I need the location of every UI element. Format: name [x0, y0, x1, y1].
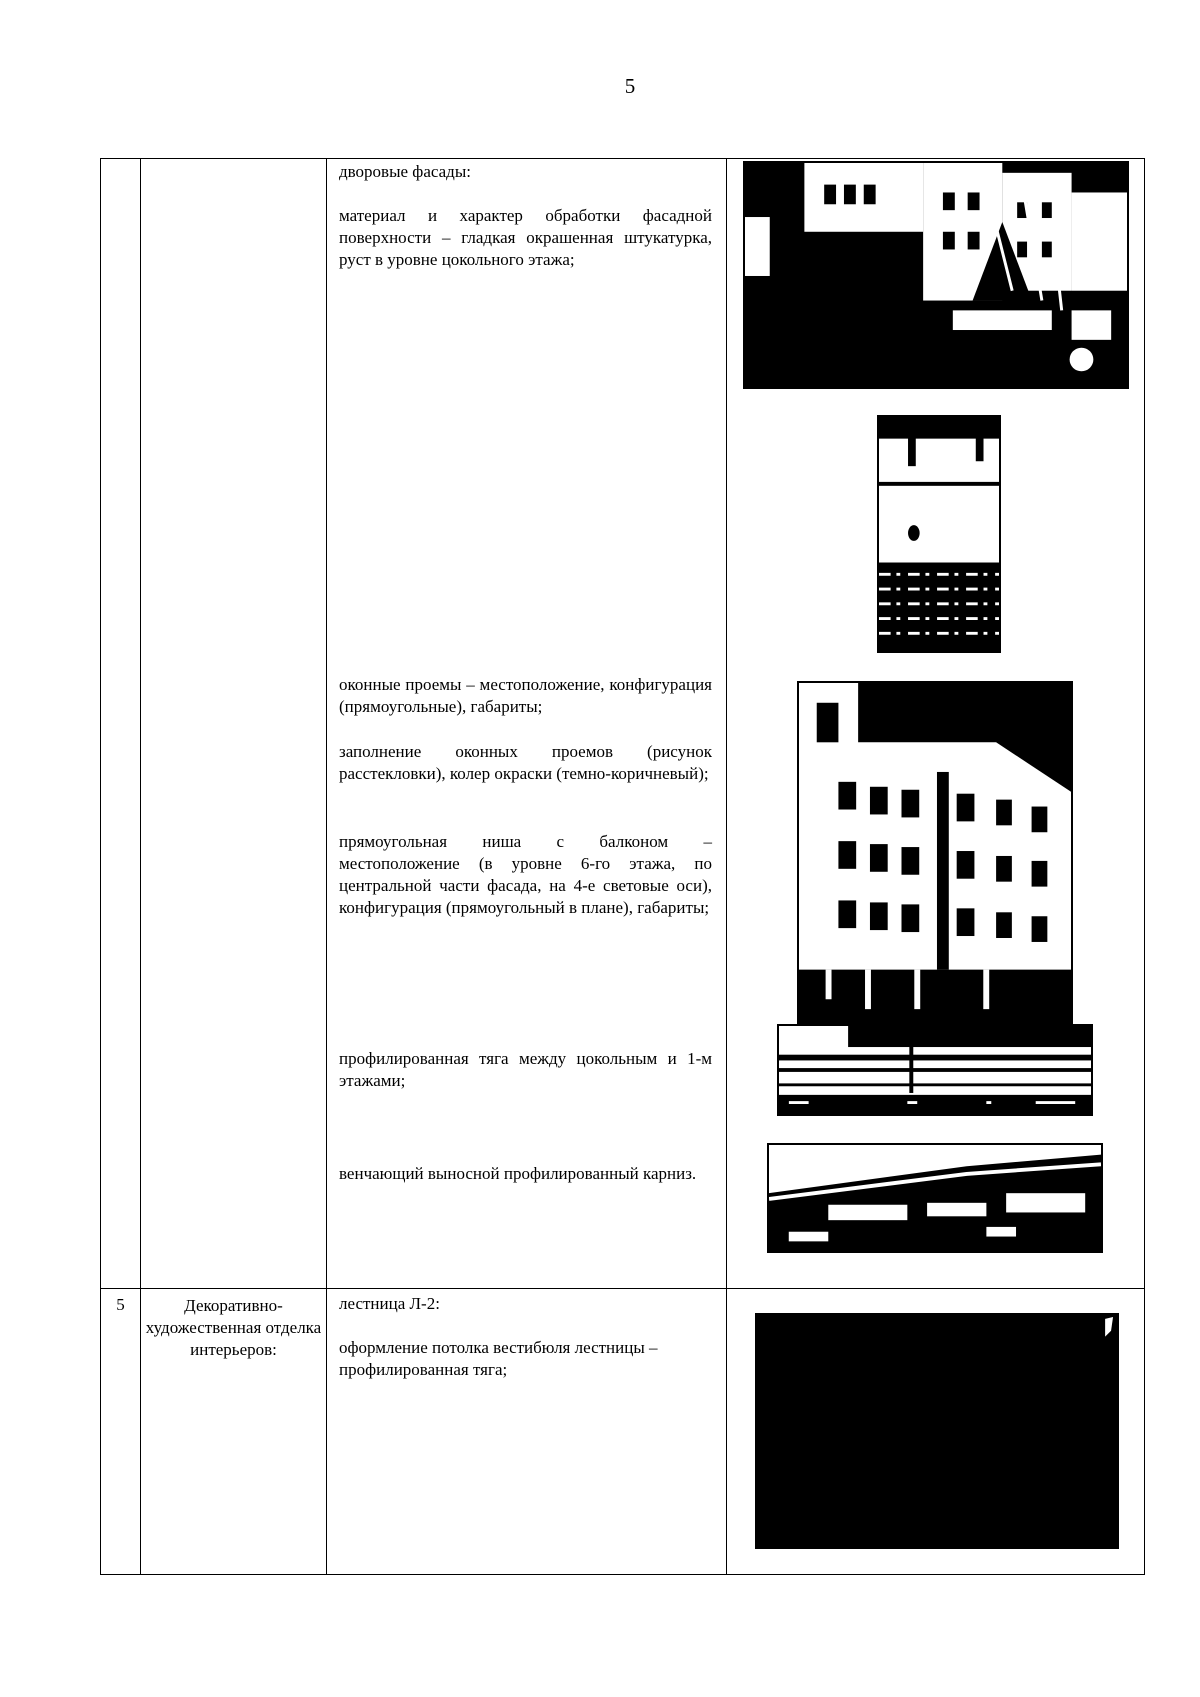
section-title-cell: Декоративно-художественная отделка интерьеров: [141, 1289, 327, 1575]
vestibule-ceiling-photo [755, 1313, 1119, 1549]
row-number-cell: 5 [101, 1289, 141, 1575]
rustication-detail-photo [877, 415, 1001, 653]
description-paragraph: материал и характер обработки фасадной поверхности – гладкая окрашенная штукатурка, руст в уровне цокольного этажа; [339, 206, 712, 269]
photos-cell [727, 159, 1145, 1289]
description-paragraph: профилированная тяга между цокольным и 1-м этажами; [339, 1049, 712, 1090]
cornice-photo [767, 1143, 1103, 1253]
description-cell [327, 1289, 727, 1575]
photos-cell [727, 1289, 1145, 1575]
section-title-cell [141, 159, 327, 1289]
row-number-cell [101, 159, 141, 1289]
description-paragraph: лестница Л-2: [339, 1294, 440, 1313]
description-paragraph: дворовые фасады: [339, 162, 471, 181]
description-paragraph: прямоугольная ниша с балконом – местоположение (в уровне 6-го этажа, по центральной части фасада, на 4-е световые оси), конфигурация (прямоугольный в плане), габариты; [339, 832, 712, 917]
description-paragraph: оконные проемы – местоположение, конфигурация (прямоугольные), габариты; [339, 675, 712, 716]
description-paragraph: оформление потолка вестибюля лестницы – профилированная тяга; [339, 1338, 658, 1379]
description-paragraph: венчающий выносной профилированный карниз. [339, 1164, 697, 1183]
page-number: 5 [624, 74, 636, 98]
window-openings-photo [797, 681, 1073, 1025]
string-course-photo [777, 1024, 1093, 1116]
description-paragraph: заполнение оконных проемов (рисунок расстекловки), колер окраски (темно-коричневый); [339, 742, 712, 783]
table-row [101, 1289, 1145, 1575]
description-cell [327, 159, 727, 1289]
table-row [101, 159, 1145, 1289]
protected-elements-table [100, 158, 1145, 1575]
courtyard-facade-photo [743, 161, 1129, 389]
